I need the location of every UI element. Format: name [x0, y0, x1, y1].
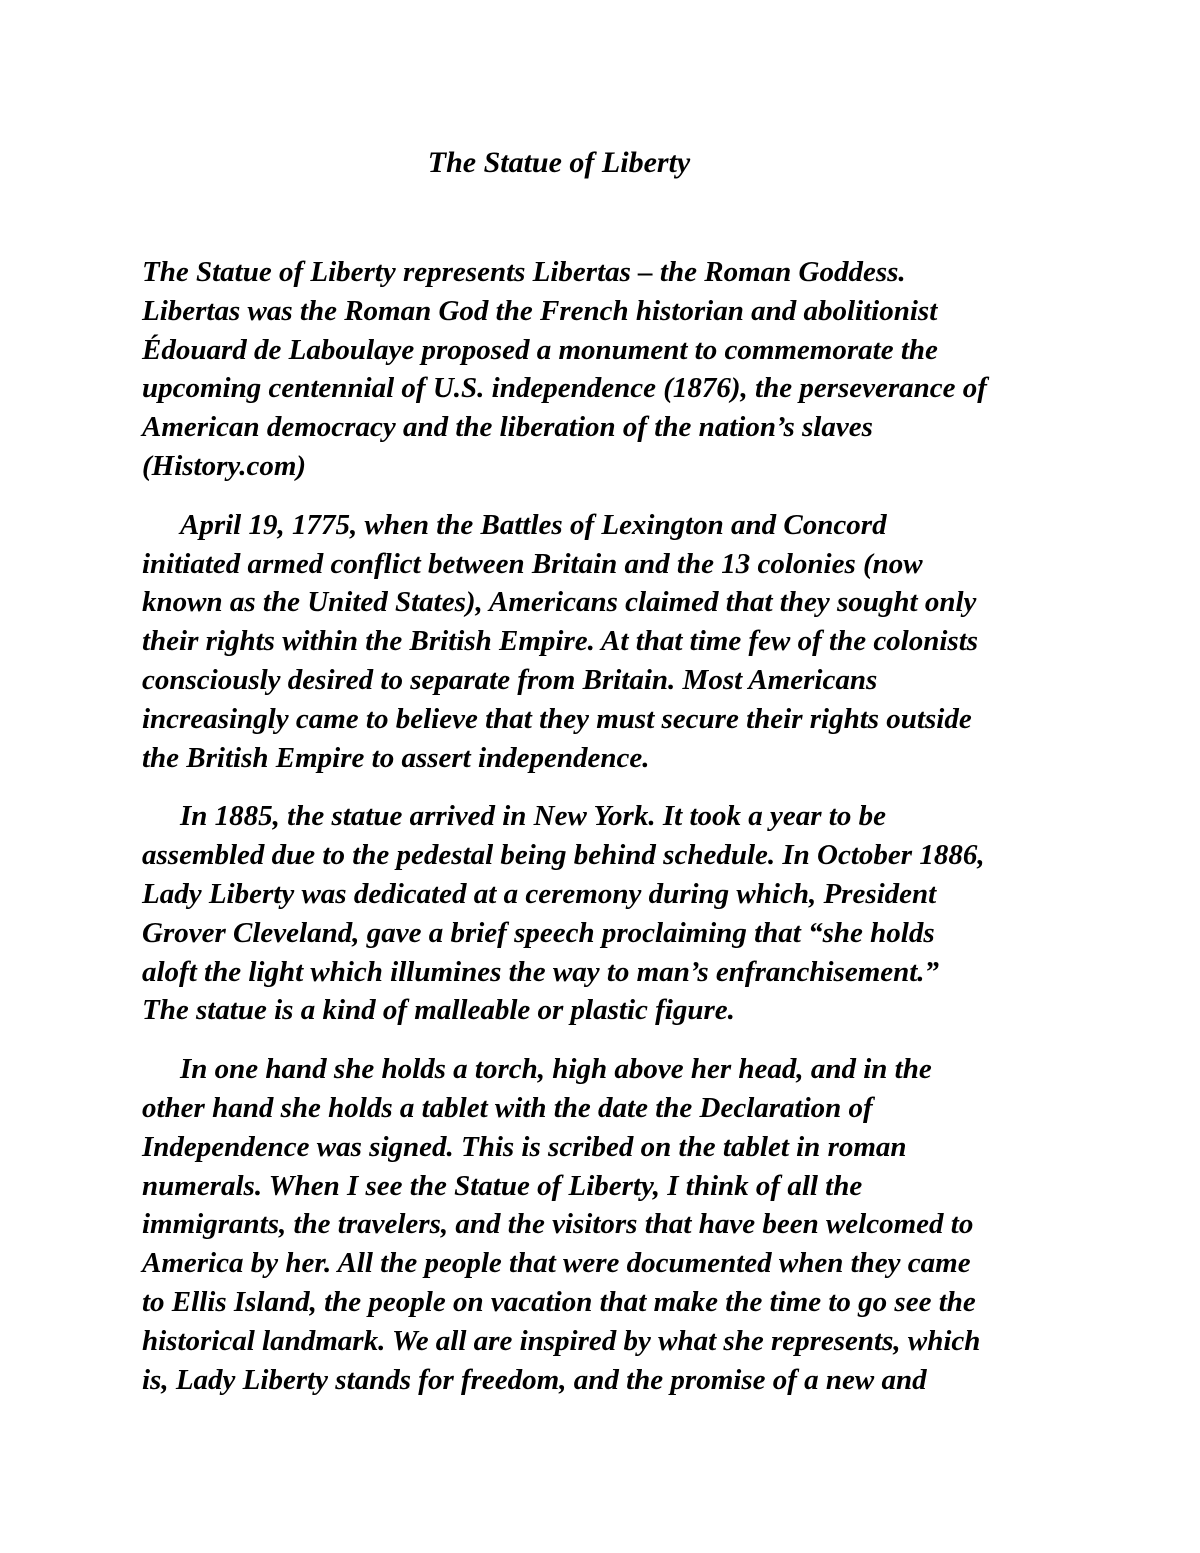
paragraph-line: numerals. When I see the Statue of Liberty, I think of all the — [142, 1169, 863, 1202]
paragraph-line: America by her. All the people that were documented when they came — [142, 1247, 971, 1280]
body-paragraph — [142, 253, 1082, 486]
body-paragraph — [142, 797, 1082, 1030]
paragraph-line: Lady Liberty was dedicated at a ceremony during which, President — [142, 877, 937, 910]
paragraph-line: Édouard de Laboulaye proposed a monument to commemorate the — [142, 333, 938, 366]
paragraph-line: In one hand she holds a torch, high above her head, and in the — [180, 1053, 932, 1086]
paragraph-line: is, Lady Liberty stands for freedom, and the promise of a new and — [142, 1363, 927, 1396]
paragraph-line: known as the United States), Americans claimed that they sought only — [142, 586, 977, 619]
paragraph-line: Grover Cleveland, gave a brief speech proclaiming that “she holds — [142, 916, 935, 949]
paragraph-line: (History.com) — [142, 449, 307, 482]
body-paragraph — [142, 1050, 1082, 1399]
paragraph-line: In 1885, the statue arrived in New York. It took a year to be — [180, 800, 886, 833]
paragraph-line: increasingly came to believe that they must secure their rights outside — [142, 702, 972, 735]
paragraph-line: The statue is a kind of malleable or plastic figure. — [142, 994, 735, 1027]
paragraph-line: historical landmark. We all are inspired by what she represents, which — [142, 1324, 981, 1357]
paragraph-line: The Statue of Liberty represents Libertas – the Roman Goddess. — [142, 256, 906, 288]
body-paragraph — [142, 506, 1082, 778]
paragraph-line: Independence was signed. This is scribed on the tablet in roman — [142, 1130, 907, 1163]
paragraph-line: upcoming centennial of U.S. independence (1876), the perseverance of — [142, 372, 987, 405]
document-title: The Statue of Liberty — [427, 146, 691, 179]
paragraph-line: assembled due to the pedestal being behind schedule. In October 1886, — [142, 839, 985, 872]
document-body — [142, 253, 1082, 1419]
paragraph-line: the British Empire to assert independence. — [142, 741, 650, 774]
paragraph-line: immigrants, the travelers, and the visitors that have been welcomed to — [142, 1208, 974, 1241]
paragraph-line: aloft the light which illumines the way to man’s enfranchisement.” — [142, 955, 940, 988]
paragraph-line: their rights within the British Empire. At that time few of the colonists — [142, 625, 979, 658]
paragraph-line: American democracy and the liberation of the nation’s slaves — [142, 411, 873, 444]
paragraph-line: to Ellis Island, the people on vacation that make the time to go see the — [142, 1285, 976, 1318]
paragraph-line: April 19, 1775, when the Battles of Lexington and Concord — [180, 508, 887, 541]
paragraph-line: other hand she holds a tablet with the date the Declaration of — [142, 1091, 873, 1124]
paragraph-line: initiated armed conflict between Britain and the 13 colonies (now — [142, 547, 923, 580]
paragraph-line: consciously desired to separate from Britain. Most Americans — [142, 663, 878, 696]
paragraph-line: Libertas was the Roman God the French historian and abolitionist — [142, 294, 938, 327]
